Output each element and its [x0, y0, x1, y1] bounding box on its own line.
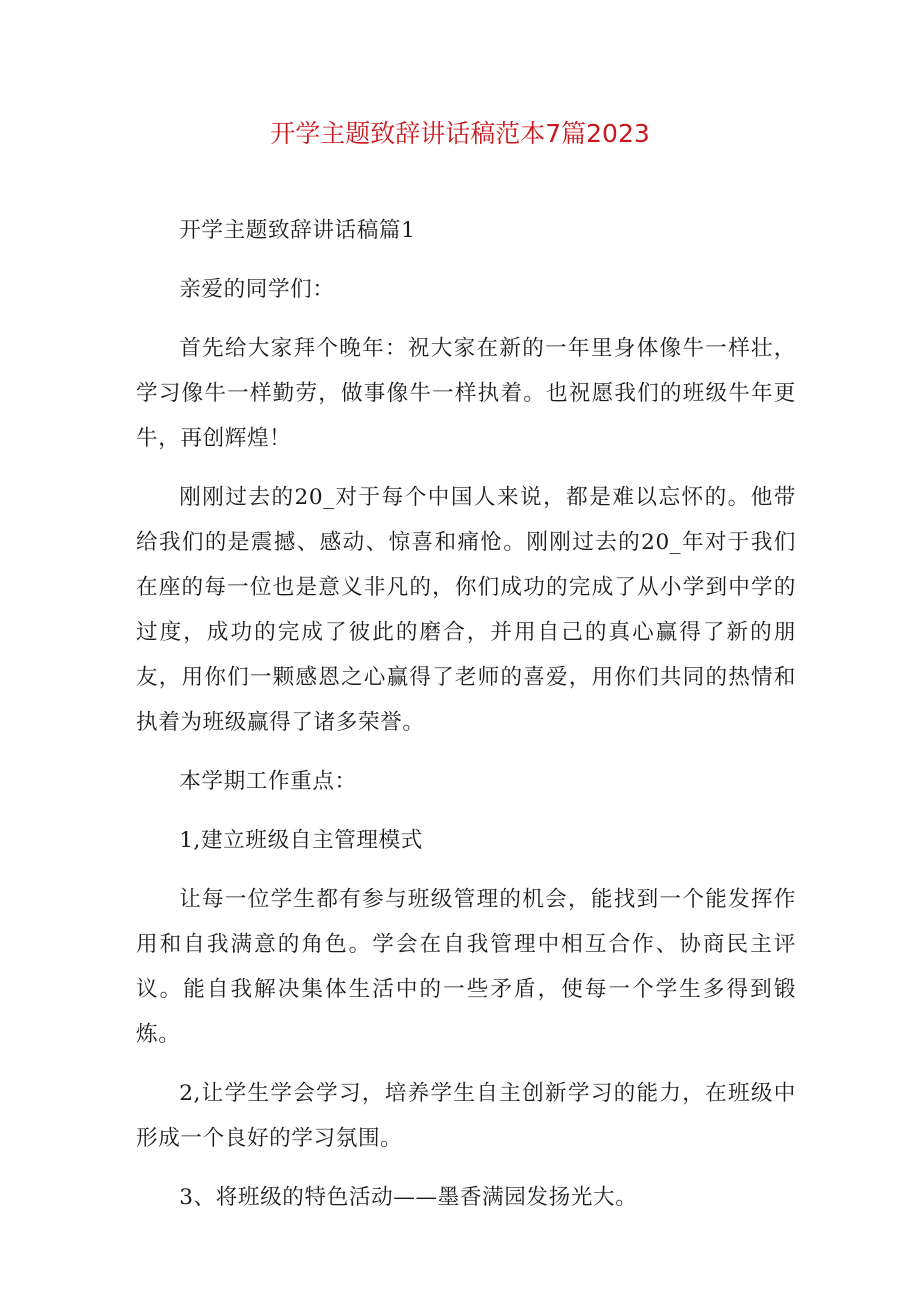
paragraph-work-focus: 本学期工作重点： [179, 769, 357, 794]
document-title: 开学主题致辞讲话稿范本7篇2023 [270, 119, 650, 148]
list-item-1-body: 让每一位学生都有参与班级管理的机会，能找到一个能发挥作用和自我满意的角色。学会在自我管理中相互合作、协商民主评议。能自我解决集体生活中的一些矛盾，使每一个学生多得到锻炼。 [136, 887, 796, 1047]
section-heading: 开学主题致辞讲话稿篇1 [179, 218, 416, 243]
list-item-3: 3、将班级的特色活动——墨香满园发扬光大。 [179, 1185, 638, 1210]
paragraph-greeting: 首先给大家拜个晚年：祝大家在新的一年里身体像牛一样壮，学习像牛一样勤劳，做事像牛一样执着。也祝愿我们的班级牛年更牛，再创辉煌！ [136, 336, 796, 451]
list-item-1-title: 1,建立班级自主管理模式 [179, 828, 423, 853]
salutation: 亲爱的同学们： [179, 277, 335, 302]
paragraph-review: 刚刚过去的20_对于每个中国人来说，都是难以忘怀的。他带给我们的是震撼、感动、惊喜和痛怆。刚刚过去的20_年对于我们在座的每一位也是意义非凡的，你们成功的完成了从小学到中学的过度，成功的完成了彼此的磨合，并用自己的真心赢得了新的朋友，用你们一颗感恩之心赢得了老师的喜爱，用你们共同的热情和执着为班级赢得了诸多荣誉。 [136, 485, 796, 735]
list-item-2: 2,让学生学会学习，培养学生自主创新学习的能力，在班级中形成一个良好的学习氛围。 [136, 1081, 796, 1151]
document-body [136, 208, 796, 1234]
